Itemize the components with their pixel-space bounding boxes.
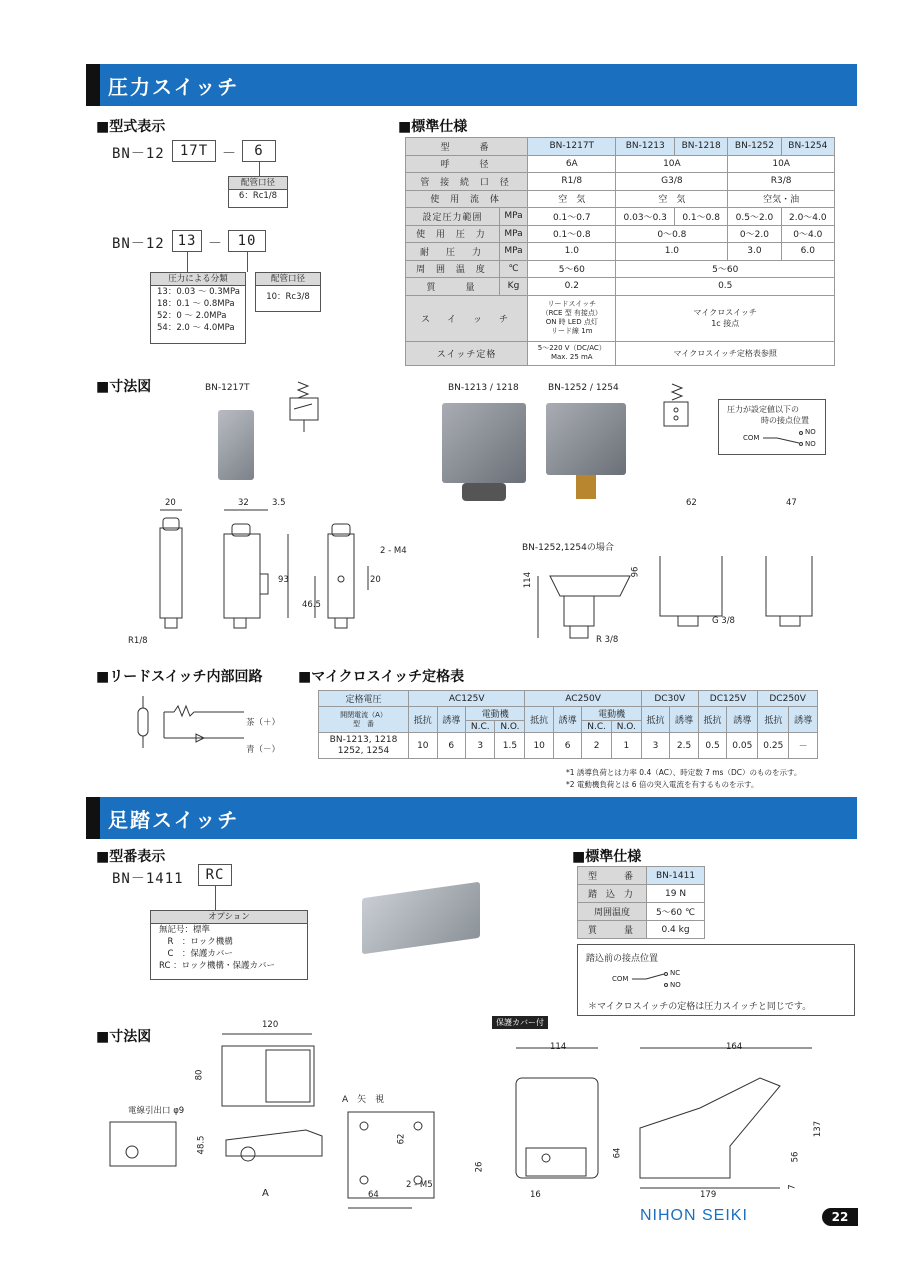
spec-cell: 空 気 — [616, 190, 728, 208]
micro-rated-voltage: 定格電圧 — [319, 691, 409, 707]
contact-no: NO — [805, 428, 816, 436]
spec-cell: 0.2 — [528, 278, 616, 296]
micro-r: 抵抗 — [525, 707, 554, 733]
brand-logo: NIHON SEIKI — [640, 1207, 748, 1224]
label-bn1217t: BN-1217T — [205, 383, 250, 393]
foot-spec-label: 周囲温度 — [578, 903, 647, 921]
spec-cell: 空 気 — [528, 190, 616, 208]
foot-cover-drawing — [480, 1040, 830, 1210]
dim-56: 56 — [790, 1151, 801, 1163]
micro-current-unit: （A） — [368, 710, 387, 719]
micro-value: 10 — [409, 733, 438, 759]
spec-label: 呼 径 — [406, 155, 528, 173]
spec-unit: Kg — [499, 278, 527, 296]
micro-note-2: *2 電動機負荷とは 6 倍の突入電流を有するものを示す。 — [566, 780, 759, 789]
option-item: C ：保護カバー — [159, 949, 233, 959]
foot-contact-nc: NC — [670, 969, 681, 977]
model-heading: ■型式表示 — [96, 119, 166, 135]
dim-80: 80 — [194, 1069, 205, 1081]
dim-3.5: 3.5 — [272, 498, 286, 508]
spec-cell: 0～2.0 — [728, 225, 781, 243]
micro-models-cell — [319, 733, 409, 759]
pressure-range-box — [150, 272, 246, 344]
dim-62: 62 — [396, 1133, 407, 1145]
spec-header: BN-1217T — [528, 138, 616, 156]
dim-93: 93 — [278, 575, 289, 585]
connector-line — [215, 886, 216, 910]
range-label: 圧力による分類 — [151, 273, 245, 286]
dim-64b: 64 — [612, 1147, 623, 1159]
model1-port-value: 6：Rc1/8 — [238, 191, 278, 201]
foot-spec-label: 質 量 — [578, 921, 647, 939]
reed-line: リード線 1m — [551, 327, 593, 335]
range-13: 13：0.03 ～ 0.3MPa — [157, 287, 240, 297]
foot-model-heading: ■型番表示 — [96, 849, 166, 865]
micro-r: 抵抗 — [409, 707, 438, 733]
spec-cell-micro — [616, 295, 835, 341]
micro-ind: 誘導 — [727, 707, 758, 733]
spec-cell: 0.5～2.0 — [728, 208, 781, 226]
range-18: 18：0.1 ～ 0.8MPa — [157, 299, 235, 309]
switch-symbol-icon — [284, 378, 324, 438]
reed-line: （RCE 型 有接点） — [541, 309, 602, 317]
connector-line — [187, 252, 188, 272]
micro-motor: 電動機 — [582, 707, 641, 721]
micro-note-1: *1 誘導負荷とは力率 0.4（AC）、時定数 7 ms（DC）のものを示す。 — [566, 768, 802, 777]
dim-20: 20 — [165, 498, 176, 508]
reed-brown: 茶（＋） — [246, 718, 281, 728]
bn1252-photo — [546, 403, 626, 475]
dim-32: 32 — [238, 498, 249, 508]
spec-heading: ■標準仕様 — [398, 119, 468, 135]
label-g3/8: G 3/8 — [712, 616, 735, 626]
spec-cell: 10A — [728, 155, 835, 173]
micro-r: 抵抗 — [698, 707, 727, 733]
label-a-view: A 矢 視 — [342, 1095, 385, 1105]
label-cable: 電線引出口 φ9 — [128, 1106, 185, 1116]
micro-current: 開閉電流 — [340, 710, 369, 719]
spec-unit: MPa — [499, 243, 527, 261]
micro-value: 6 — [553, 733, 582, 759]
spec-label: 耐 圧 力 — [406, 243, 500, 261]
spec-label: 周 囲 温 度 — [406, 260, 500, 278]
dim-64: 64 — [368, 1190, 379, 1200]
spec-header-model: 型 番 — [406, 138, 528, 156]
micro-r: 抵抗 — [758, 707, 789, 733]
option-label: オプション — [151, 911, 307, 924]
foot-model-prefix: BN－1411 — [112, 871, 184, 887]
model1-prefix: BN－12 — [112, 146, 165, 162]
model1-port-label: 配管口径 — [229, 177, 287, 190]
spec-cell: 1.0 — [616, 243, 728, 261]
range-54: 54：2.0 ～ 4.0MPa — [157, 323, 235, 333]
label-r1/8: R1/8 — [128, 636, 148, 646]
foot-spec-label: 型 番 — [578, 867, 647, 885]
connector-line — [259, 162, 260, 176]
option-item: 無記号：標準 — [159, 925, 211, 935]
model1-port: 6 — [242, 140, 276, 162]
banner-accent — [86, 64, 100, 106]
micro-model-line: 1252, 1254 — [337, 745, 390, 756]
micro-group: DC125V — [698, 691, 758, 707]
micro-value: 2 — [582, 733, 611, 759]
spec-cell: 5～60 — [528, 260, 616, 278]
spec-unit: ℃ — [499, 260, 527, 278]
label-r3/8: R 3/8 — [596, 635, 619, 645]
micro-model-line: BN-1213, 1218 — [329, 734, 398, 745]
contact-title-2: 時の接点位置 — [761, 416, 809, 425]
spec-cell: 0.1～0.8 — [674, 208, 727, 226]
contact-no2: NO — [805, 440, 816, 448]
foot-contact-no: NO — [670, 981, 681, 989]
reed-heading: ■リードスイッチ内部回路 — [96, 669, 263, 685]
dim-62: 62 — [686, 498, 697, 508]
micro-group: DC250V — [758, 691, 818, 707]
spec-cell: 0～0.8 — [616, 225, 728, 243]
switch-symbol-icon — [658, 380, 698, 440]
micro-value: 2.5 — [670, 733, 699, 759]
micro-group: AC125V — [409, 691, 525, 707]
spec-header: BN-1252 — [728, 138, 781, 156]
foot-dim-heading: ■寸法図 — [96, 1029, 152, 1045]
model2-dash: － — [208, 236, 223, 252]
model1-code: 17T — [172, 140, 216, 162]
dim-120: 120 — [262, 1020, 279, 1030]
micro-value: 1.5 — [495, 733, 525, 759]
dim-heading: ■寸法図 — [96, 379, 152, 395]
connector-line — [247, 252, 248, 272]
micro-r: 抵抗 — [641, 707, 670, 733]
spec-cell: 0.1～0.8 — [528, 225, 616, 243]
spec-cell: 5～60 — [616, 260, 835, 278]
spec-cell: 10A — [616, 155, 728, 173]
spec-label: ス イ ッ チ — [406, 295, 528, 341]
foot-contact-symbol-icon — [632, 971, 670, 989]
spec-label: 設定圧力範囲 — [406, 208, 500, 226]
spec-cell: 0.03～0.3 — [616, 208, 675, 226]
rating-line: 5～220 V（DC/AC） — [537, 344, 606, 352]
micro-value: 3 — [466, 733, 495, 759]
banner-accent — [86, 797, 100, 839]
model1-dash: － — [222, 146, 237, 162]
bn1252-fitting — [576, 475, 596, 499]
bn1252-dimension-drawing — [530, 556, 830, 656]
foot-contact-note: ＊マイクロスイッチの定格は圧力スイッチと同じです。 — [588, 1002, 812, 1012]
model2-prefix: BN－12 — [112, 236, 165, 252]
micro-ind: 誘導 — [789, 707, 818, 733]
contact-com: COM — [743, 434, 760, 442]
dim-114: 114 — [550, 1042, 567, 1052]
micro-value: 10 — [525, 733, 554, 759]
spec-cell: R3/8 — [728, 173, 835, 191]
dim-179: 179 — [700, 1190, 717, 1200]
range-52: 52：0 ～ 2.0MPa — [157, 311, 227, 321]
spec-cell: 空気・油 — [728, 190, 835, 208]
foot-spec-value: 5～60 ℃ — [647, 903, 705, 921]
spec-header: BN-1218 — [674, 138, 727, 156]
spec-cell: 0.5 — [616, 278, 835, 296]
micro-line: マイクロスイッチ — [693, 308, 757, 317]
foot-spec-table — [577, 866, 705, 939]
spec-cell: マイクロスイッチ定格表参照 — [616, 341, 835, 365]
micro-ind: 誘導 — [553, 707, 582, 733]
label-bn1213: BN-1213 / 1218 — [448, 383, 519, 393]
dim-47: 47 — [786, 498, 797, 508]
reed-line: ON 時 LED 点灯 — [545, 318, 598, 326]
page-number: 22 — [822, 1208, 858, 1226]
spec-unit: MPa — [499, 208, 527, 226]
spec-unit: MPa — [499, 225, 527, 243]
micro-ind: 誘導 — [670, 707, 699, 733]
pressure-switch-title: 圧力スイッチ — [108, 74, 240, 99]
dim-16: 16 — [530, 1190, 541, 1200]
micro-group: AC250V — [525, 691, 641, 707]
dim-114: 114 — [523, 571, 534, 589]
foot-contact-com: COM — [612, 975, 629, 983]
spec-cell: 0～4.0 — [781, 225, 834, 243]
foot-spec-value: 0.4 kg — [647, 921, 705, 939]
model2-code: 13 — [172, 230, 202, 252]
label-bn1252: BN-1252 / 1254 — [548, 383, 619, 393]
micro-no: N.O. — [495, 721, 525, 733]
spec-cell: G3/8 — [616, 173, 728, 191]
model1-port-box — [228, 176, 288, 208]
micro-current-cell — [319, 707, 409, 733]
spec-cell-rating — [528, 341, 616, 365]
spec-cell: 1.0 — [528, 243, 616, 261]
reed-circuit-drawing — [134, 694, 244, 750]
contact-symbol-icon — [763, 430, 805, 448]
micro-ind: 誘導 — [437, 707, 466, 733]
spec-header: BN-1254 — [781, 138, 834, 156]
spec-label: 使 用 流 体 — [406, 190, 528, 208]
foot-spec-value: 19 N — [647, 885, 705, 903]
foot-switch-title: 足踏スイッチ — [108, 807, 240, 832]
spec-cell: 3.0 — [728, 243, 781, 261]
dim-46.5: 46.5 — [302, 600, 321, 610]
spec-label: スイッチ定格 — [406, 341, 528, 365]
model2-port: 10 — [228, 230, 266, 252]
dim-20b: 20 — [370, 575, 381, 585]
bn1217t-dimension-drawing — [120, 494, 420, 650]
spec-cell: 6.0 — [781, 243, 834, 261]
option-item: RC ：ロック機構・保護カバー — [159, 961, 275, 971]
spec-cell: 6A — [528, 155, 616, 173]
spec-cell: R1/8 — [528, 173, 616, 191]
model2-port-box — [255, 272, 321, 312]
dim-137: 137 — [813, 1120, 824, 1138]
micro-value: 1 — [611, 733, 641, 759]
spec-label: 管 接 続 口 径 — [406, 173, 528, 191]
contact-position-box — [718, 399, 826, 455]
micro-group: DC30V — [641, 691, 698, 707]
foot-switch-banner — [86, 797, 857, 839]
micro-value: － — [789, 733, 818, 759]
spec-label: 質 量 — [406, 278, 500, 296]
micro-rating-table — [318, 690, 818, 759]
contact-title-1: 圧力が設定値以下の — [727, 405, 799, 414]
foot-model-code: RC — [198, 864, 232, 886]
micro-value: 0.25 — [758, 733, 789, 759]
micro-line: 1c 接点 — [711, 319, 740, 328]
dim-164: 164 — [726, 1042, 743, 1052]
pressure-switch-banner — [86, 64, 857, 106]
model2-port-label: 配管口径 — [256, 273, 320, 286]
dim-7: 7 — [787, 1184, 798, 1190]
dim-48.5: 48.5 — [196, 1135, 207, 1155]
micro-value: 3 — [641, 733, 670, 759]
micro-value: 0.05 — [727, 733, 758, 759]
micro-nc: N.C. — [582, 721, 611, 733]
micro-model: 型 番 — [353, 719, 375, 728]
bn1213-base — [462, 483, 506, 501]
dim-96: 96 — [630, 566, 641, 578]
bn1213-photo — [442, 403, 526, 483]
foot-spec-heading: ■標準仕様 — [572, 849, 642, 865]
label-2-m4: 2 - M4 — [380, 546, 407, 556]
bn1217t-photo — [218, 410, 254, 480]
micro-motor: 電動機 — [466, 707, 525, 721]
foot-switch-photo — [362, 882, 480, 955]
foot-spec-value: BN-1411 — [647, 867, 705, 885]
label-case-1252: BN-1252,1254の場合 — [522, 543, 614, 553]
option-item: R ：ロック機構 — [159, 937, 233, 947]
option-box — [150, 910, 308, 980]
spec-header: BN-1213 — [616, 138, 675, 156]
reed-line: リードスイッチ — [547, 300, 597, 308]
micro-value: 0.5 — [698, 733, 727, 759]
label-2-m5: 2 - M5 — [406, 1180, 433, 1190]
foot-contact-title: 踏込前の接点位置 — [586, 954, 659, 964]
spec-cell: 2.0～4.0 — [781, 208, 834, 226]
micro-no: N.O. — [611, 721, 641, 733]
micro-value: 6 — [437, 733, 466, 759]
foot-contact-box — [577, 944, 855, 1016]
cover-label: 保護カバー付 — [492, 1016, 548, 1029]
foot-spec-label: 踏 込 力 — [578, 885, 647, 903]
spec-cell: 0.1～0.7 — [528, 208, 616, 226]
rating-line: Max. 25 mA — [550, 353, 593, 361]
dim-26: 26 — [474, 1161, 485, 1173]
micro-heading: ■マイクロスイッチ定格表 — [298, 669, 465, 685]
micro-nc: N.C. — [466, 721, 495, 733]
model2-port-value: 10：Rc3/8 — [266, 292, 310, 302]
spec-cell-reed — [528, 295, 616, 341]
spec-label: 使 用 圧 力 — [406, 225, 500, 243]
spec-table — [405, 137, 835, 366]
label-a: A — [262, 1188, 269, 1199]
reed-blue: 青（－） — [246, 745, 281, 755]
